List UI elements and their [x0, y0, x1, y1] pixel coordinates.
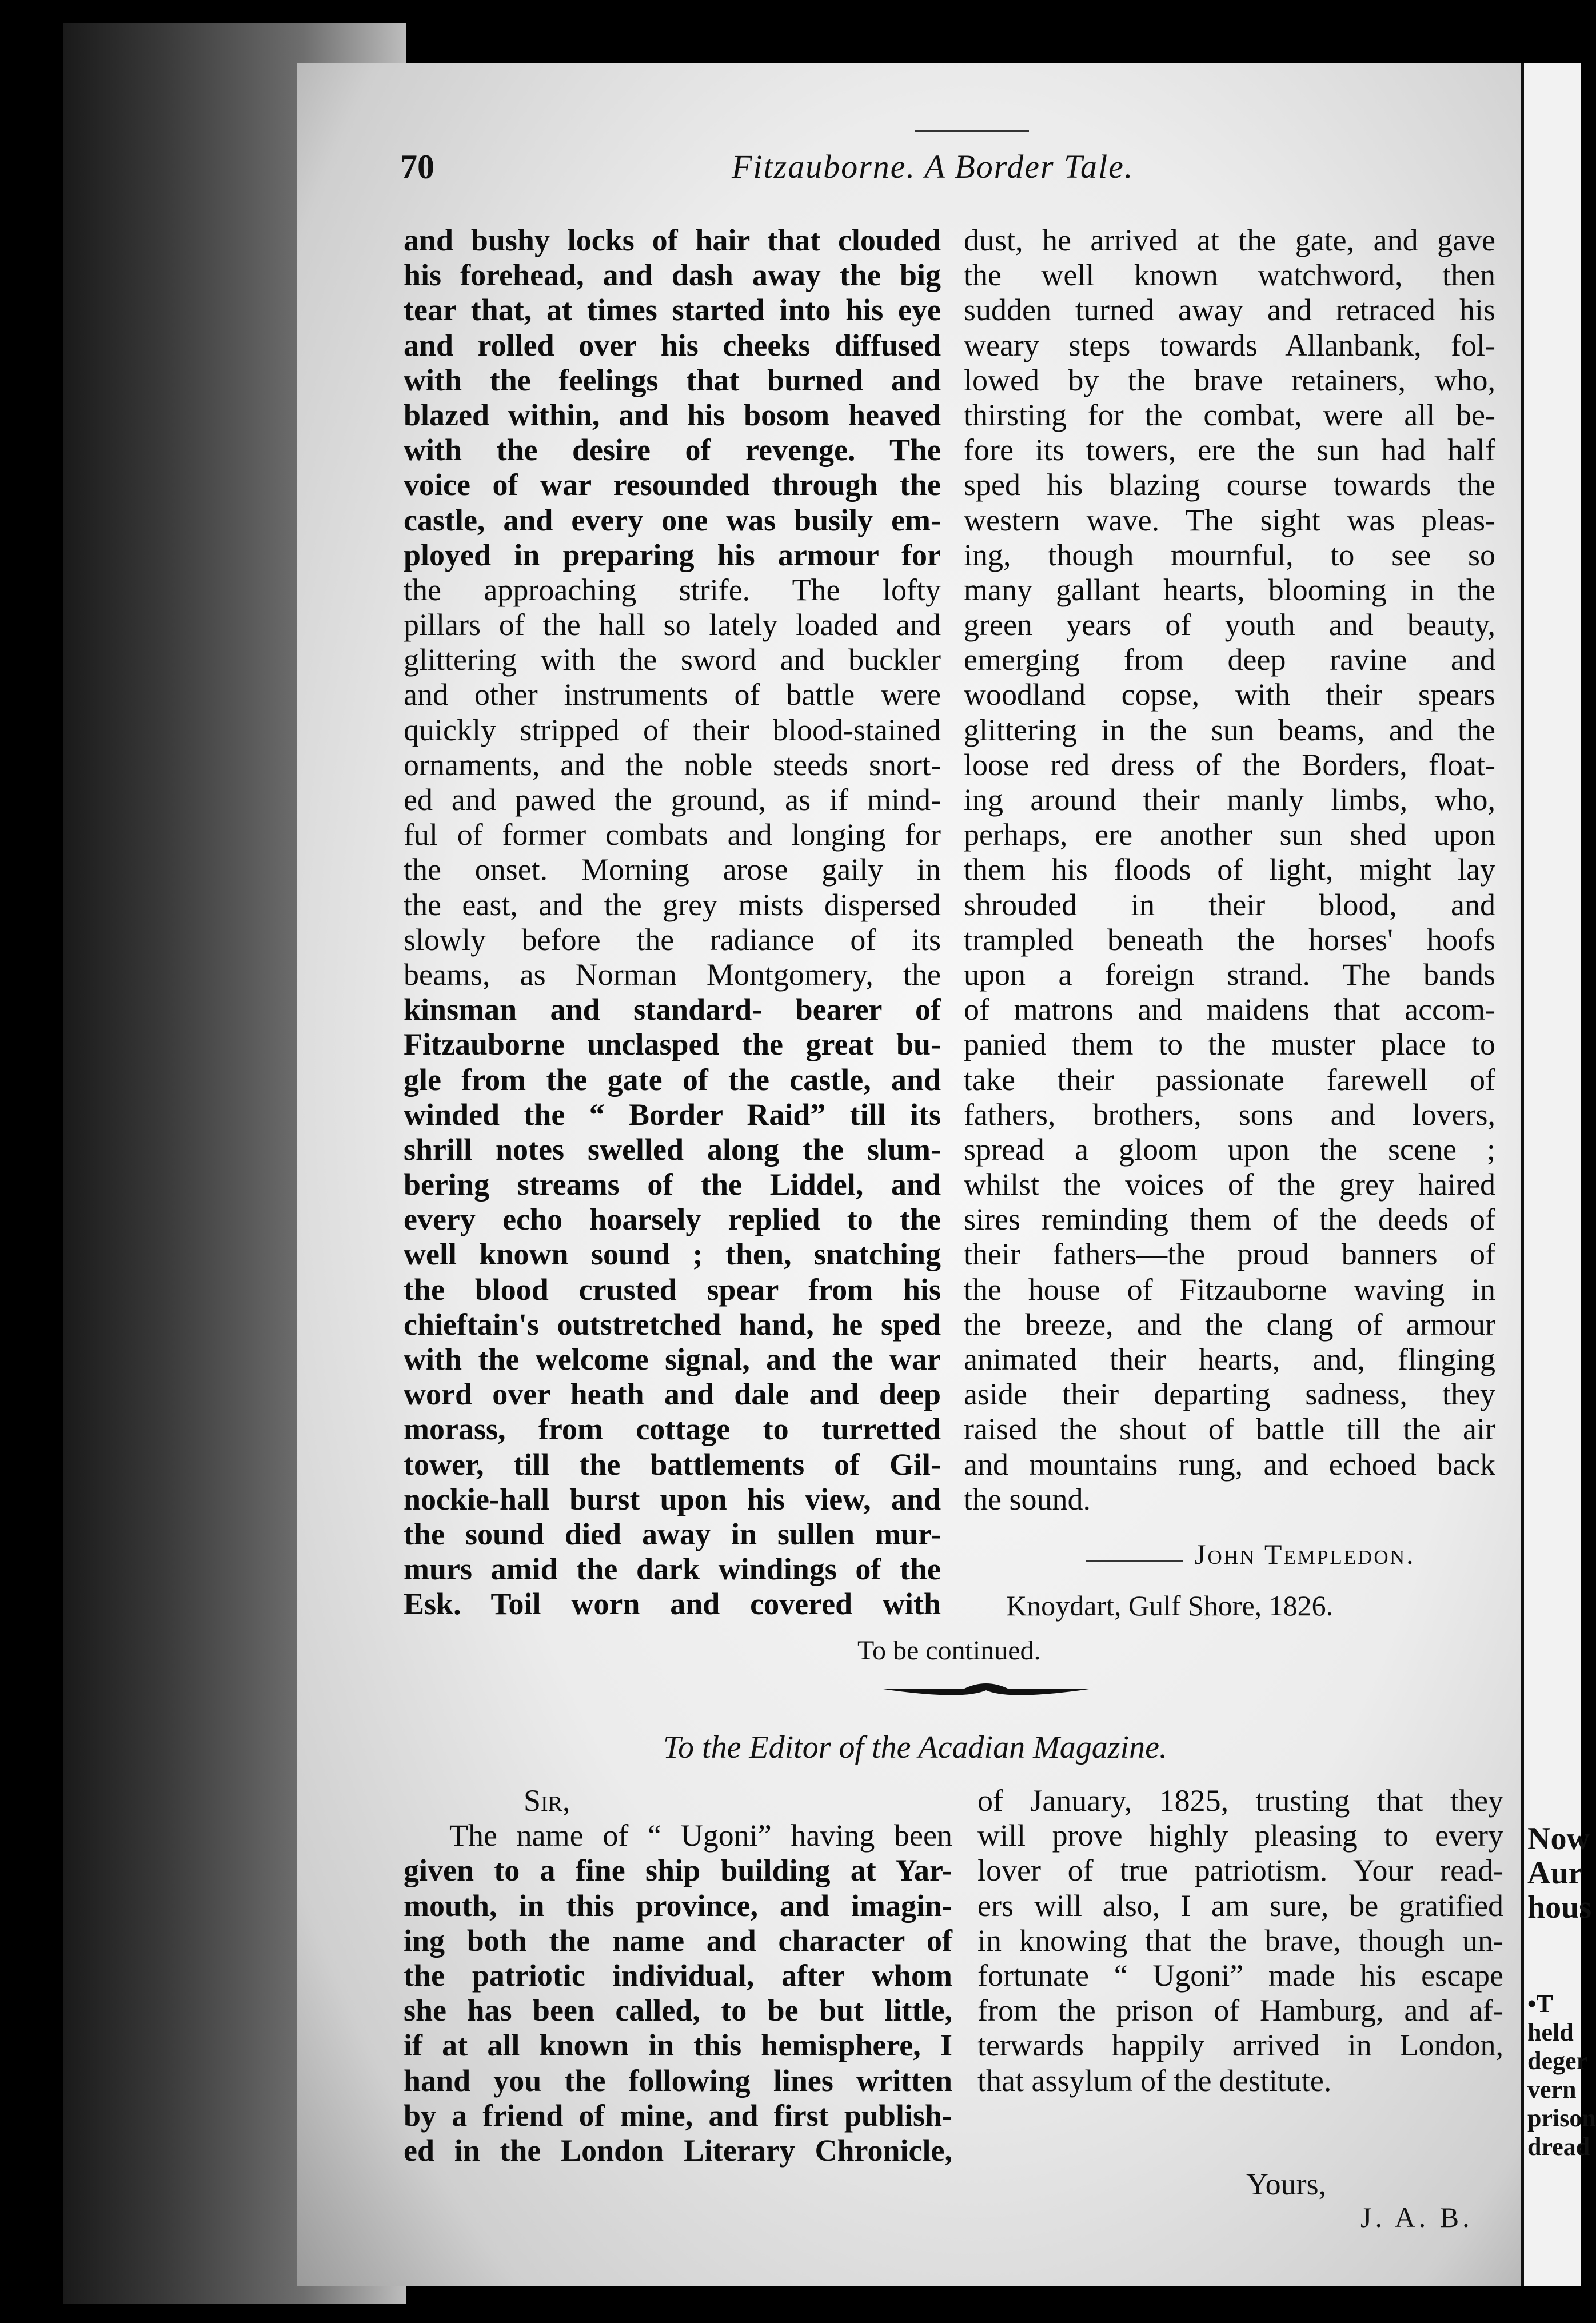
text-line: fortunate “ Ugoni” made his escape — [977, 1958, 1503, 1993]
text-line: kinsman and standard- bearer of — [404, 992, 941, 1027]
text-line: green years of youth and beauty, — [964, 608, 1495, 642]
story-left-column — [404, 223, 941, 1622]
running-head — [400, 147, 1498, 193]
text-line: spread a gloom upon the scene ; — [964, 1132, 1495, 1167]
text-line: animated their hearts, and, flinging — [964, 1342, 1495, 1376]
text-line: raised the shout of battle till the air — [964, 1412, 1495, 1447]
text-line: the patriotic individual, after whom — [404, 1958, 952, 1993]
text-line: the sound. — [964, 1482, 1091, 1516]
text-line: ing both the name and character of — [404, 1923, 952, 1958]
story-right-column — [964, 223, 1495, 1517]
text-line: loose red dress of the Borders, float- — [964, 747, 1495, 782]
text-line: glittering with the sword and buckler — [404, 642, 941, 677]
text-line: and mountains rung, and echoed back — [964, 1447, 1495, 1482]
text-line: glittering in the sun beams, and the — [964, 712, 1495, 747]
text-line: bering streams of the Liddel, and — [404, 1167, 941, 1202]
text-line: tower, till the battlements of Gil- — [404, 1447, 941, 1482]
text-line: trampled beneath the horses' hoofs — [964, 922, 1495, 957]
text-line: western wave. The sight was pleas- — [964, 502, 1495, 537]
text-line: whilst the voices of the grey haired — [964, 1167, 1495, 1202]
text-line: slowly before the radiance of its — [404, 922, 941, 957]
text-line: from the prison of Hamburg, and af- — [977, 1993, 1503, 2028]
text-line: ornaments, and the noble steeds snort- — [404, 747, 941, 782]
text-line: the onset. Morning arose gaily in — [404, 852, 941, 887]
text-line: lover of true patriotism. Your read- — [977, 1853, 1503, 1888]
text-line: aside their departing sadness, they — [964, 1377, 1495, 1412]
text-line: pillars of the hall so lately loaded and — [404, 608, 941, 642]
letter-left-column — [404, 1783, 952, 2168]
text-line: with the feelings that burned and — [404, 362, 941, 397]
adjacent-page-edge — [1521, 63, 1596, 2286]
text-line: chieftain's outstretched hand, he sped — [404, 1307, 941, 1342]
letter-heading: To the Editor of the Acadian Magazine. — [663, 1730, 1167, 1765]
text-line: sped his blazing course towards the — [964, 468, 1495, 502]
text-line: gle from the gate of the castle, and — [404, 1062, 941, 1097]
adjacent-page-fragment: dread — [1527, 2133, 1590, 2161]
letter-right-column — [977, 1783, 1503, 2098]
text-line: and bushy locks of hair that clouded — [404, 223, 941, 257]
text-line: fathers, brothers, sons and lovers, — [964, 1097, 1495, 1132]
text-line: of matrons and maidens that accom- — [964, 992, 1495, 1027]
text-line: murs amid the dark windings of the — [404, 1552, 941, 1587]
continued-note: To be continued. — [857, 1635, 1041, 1666]
text-line: dust, he arrived at the gate, and gave — [964, 223, 1495, 257]
text-line: ed in the London Literary Chronicle, — [404, 2133, 952, 2168]
text-line: the approaching strife. The lofty — [404, 572, 941, 607]
text-line: The name of “ Ugoni” having been — [449, 1818, 952, 1853]
text-line: Esk. Toil worn and covered with — [404, 1587, 941, 1622]
text-line: emerging from deep ravine and — [964, 642, 1495, 677]
adjacent-page-fragment: held — [1527, 2018, 1574, 2046]
text-line: nockie-hall burst upon his view, and — [404, 1482, 941, 1516]
text-line: winded the “ Border Raid” till its — [404, 1097, 941, 1132]
header-rule — [915, 130, 1029, 132]
adjacent-page-fragment: hous — [1527, 1890, 1592, 1925]
text-line: the sound died away in sullen mur- — [404, 1516, 941, 1551]
text-line: blazed within, and his bosom heaved — [404, 397, 941, 432]
text-line: the east, and the grey mists dispersed — [404, 887, 941, 922]
text-line: ed and pawed the ground, as if mind- — [404, 783, 941, 817]
text-line: shrouded in their blood, and — [964, 887, 1495, 922]
text-line: and other instruments of battle were — [404, 677, 941, 712]
letter-closing: Yours, — [1246, 2167, 1327, 2201]
text-line: with the desire of revenge. The — [404, 433, 941, 468]
text-line: voice of war resounded through the — [404, 468, 941, 502]
letter-salutation: Sir, — [524, 1783, 570, 1818]
text-line: thirsting for the combat, were all be- — [964, 397, 1495, 432]
text-line: given to a fine ship building at Yar- — [404, 1853, 952, 1888]
text-line: with the welcome signal, and the war — [404, 1342, 941, 1376]
running-title: Fitzauborne. A Border Tale. — [732, 148, 1134, 185]
text-line: ing, though mournful, to see so — [964, 537, 1495, 572]
text-line: many gallant hearts, blooming in the — [964, 572, 1495, 607]
text-line: ful of former combats and longing for — [404, 817, 941, 852]
text-line: Fitzauborne unclasped the great bu- — [404, 1027, 941, 1062]
text-line: fore its towers, ere the sun had half — [964, 433, 1495, 468]
text-line: morass, from cottage to turretted — [404, 1412, 941, 1447]
text-line: his forehead, and dash away the big — [404, 258, 941, 293]
text-line: them his floods of light, might lay — [964, 852, 1495, 887]
text-line: their fathers—the proud banners of — [964, 1237, 1495, 1272]
text-line: if at all known in this hemisphere, I — [404, 2028, 952, 2063]
author-place-date: Knoydart, Gulf Shore, 1826. — [1006, 1590, 1334, 1622]
text-line: the well known watchword, then — [964, 258, 1495, 293]
text-line: the blood crusted spear from his — [404, 1272, 941, 1307]
adjacent-page-fragment: •T — [1527, 1990, 1553, 2018]
text-line: sudden turned away and retraced his — [964, 293, 1495, 328]
page-number: 70 — [400, 148, 434, 186]
text-line: in knowing that the brave, though un- — [977, 1923, 1503, 1958]
text-line: word over heath and dale and deep — [404, 1377, 941, 1412]
author-signature: John Templedon. — [1195, 1538, 1415, 1570]
text-line: every echo hoarsely replied to the — [404, 1202, 941, 1237]
adjacent-page-fragment: Now — [1527, 1821, 1590, 1857]
text-line: perhaps, ere another sun shed upon — [964, 817, 1495, 852]
text-line: upon a foreign strand. The bands — [964, 957, 1495, 992]
adjacent-page-fragment: Aur — [1527, 1855, 1583, 1891]
text-line: ing around their manly limbs, who, — [964, 783, 1495, 817]
text-line: of January, 1825, trusting that they — [977, 1783, 1503, 1818]
text-line: the breeze, and the clang of armour — [964, 1307, 1495, 1342]
text-line: she has been called, to be but little, — [404, 1993, 952, 2028]
text-line: tear that, at times started into his eye — [404, 293, 941, 328]
text-line: sires reminding them of the deeds of — [964, 1202, 1495, 1237]
signature-dash — [1086, 1560, 1183, 1562]
text-line: weary steps towards Allanbank, fol- — [964, 328, 1495, 362]
text-line: panied them to the muster place to — [964, 1027, 1495, 1062]
text-line: shrill notes swelled along the slum- — [404, 1132, 941, 1167]
text-line: that assylum of the destitute. — [977, 2063, 1332, 2098]
text-line: woodland copse, with their spears — [964, 677, 1495, 712]
text-line: ployed in preparing his armour for — [404, 537, 941, 572]
text-line: ers will also, I am sure, be gratified — [977, 1888, 1503, 1923]
text-line: take their passionate farewell of — [964, 1062, 1495, 1097]
text-line: the house of Fitzauborne waving in — [964, 1272, 1495, 1307]
text-line: terwards happily arrived in London, — [977, 2028, 1503, 2063]
text-line: mouth, in this province, and imagin- — [404, 1888, 952, 1923]
text-line: lowed by the brave retainers, who, — [964, 362, 1495, 397]
text-line: will prove highly pleasing to every — [977, 1818, 1503, 1853]
adjacent-page-fragment: deger — [1527, 2047, 1588, 2075]
adjacent-page-fragment: vern — [1527, 2075, 1577, 2104]
text-line: castle, and every one was busily em- — [404, 502, 941, 537]
text-line: and rolled over his cheeks diffused — [404, 328, 941, 362]
text-line: beams, as Norman Montgomery, the — [404, 957, 941, 992]
adjacent-page-fragment: prison — [1527, 2104, 1596, 2132]
text-line: hand you the following lines written — [404, 2063, 952, 2098]
text-line: by a friend of mine, and first publish- — [404, 2098, 952, 2133]
section-divider-ornament — [883, 1678, 1089, 1701]
text-line: quickly stripped of their blood-stained — [404, 712, 941, 747]
text-line: well known sound ; then, snatching — [404, 1237, 941, 1272]
letter-initials: J. A. B. — [1360, 2201, 1473, 2233]
